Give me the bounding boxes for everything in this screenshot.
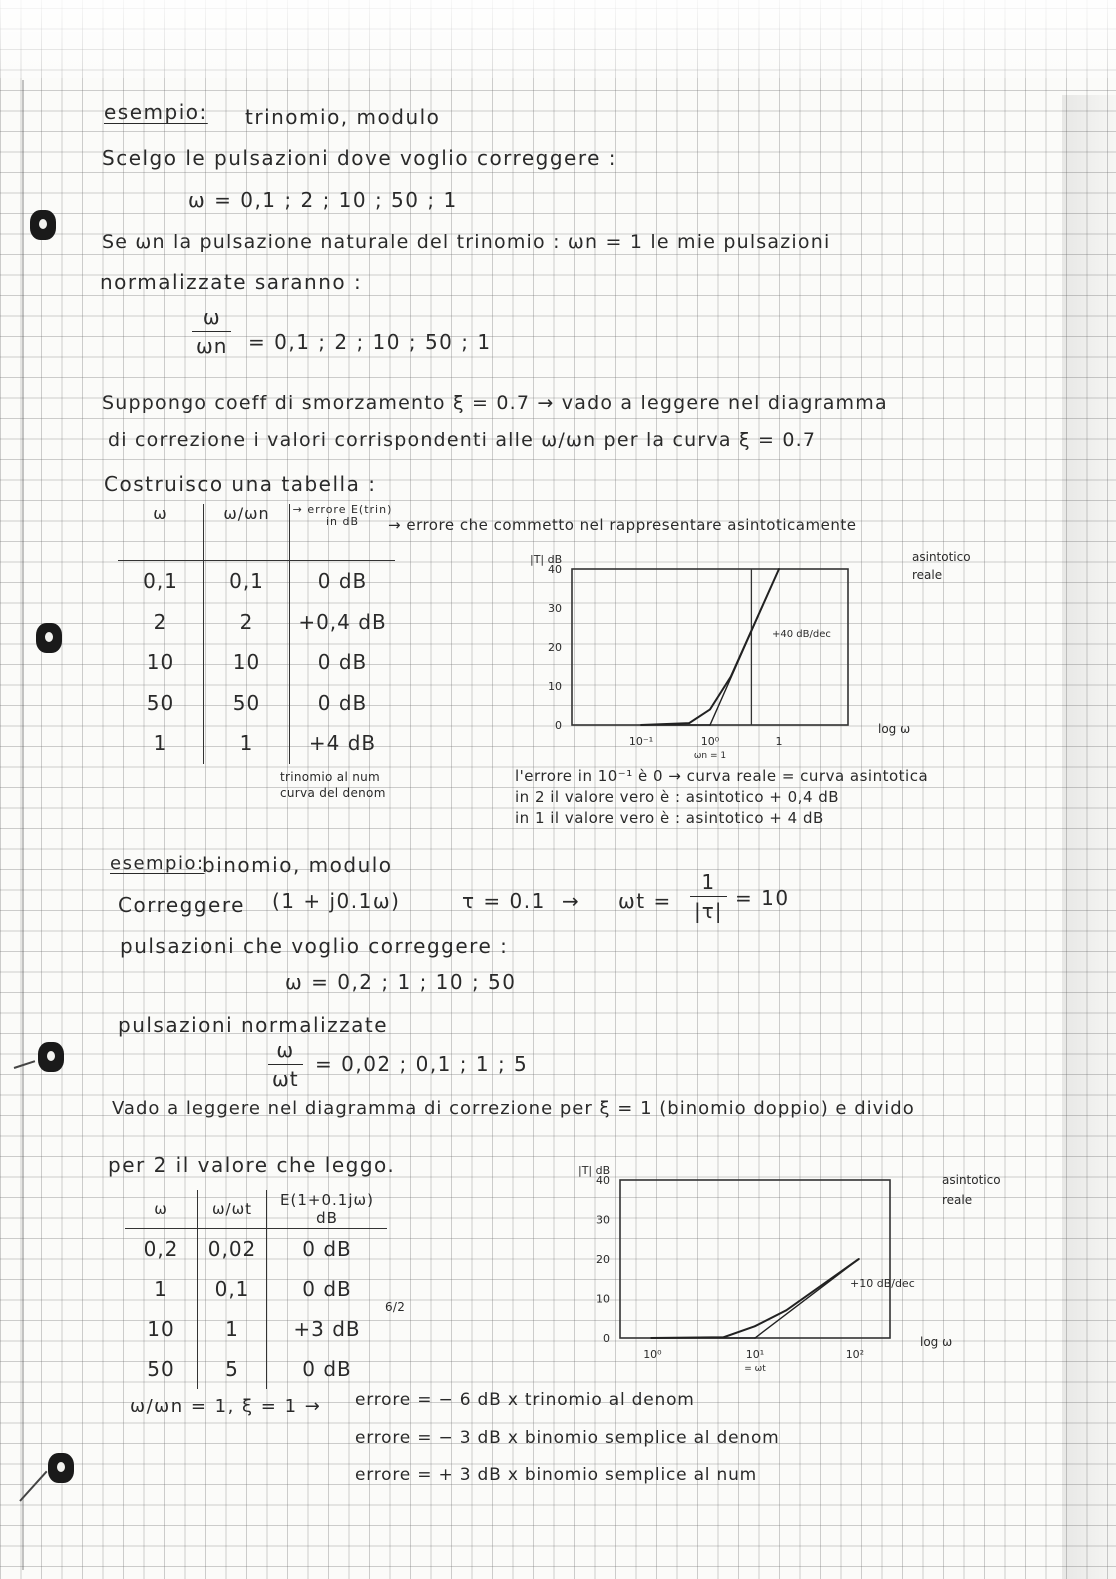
real-curve: [641, 569, 779, 725]
s2-table-cell: 0 dB: [302, 1237, 352, 1261]
plot-annotation: asintotico: [942, 1173, 1001, 1187]
s1-table-note: → errore che commetto nel rappresentare asintoticamente: [388, 516, 857, 534]
real-point: [858, 1258, 860, 1260]
y-tick-label: 0: [555, 719, 562, 732]
s1-table-cell: 50: [118, 683, 204, 724]
plot-annotation: reale: [942, 1193, 973, 1207]
s1-footnote: curva del denom: [280, 786, 386, 800]
s1-table-header-cell: ω/ωn: [204, 504, 290, 561]
x-tick-label: 10⁰: [700, 735, 720, 748]
s1-conclusion: in 2 il valore vero è : asintotico + 0,4 dB: [515, 788, 840, 806]
asymptotic-point: [709, 724, 711, 726]
plot-frame: [620, 1180, 890, 1338]
y-tick-label: 10: [596, 1292, 610, 1306]
y-tick-label: 30: [548, 602, 562, 615]
s1-line: Costruisco una tabella :: [104, 472, 377, 496]
s1-table-cell: +4 dB: [308, 731, 377, 756]
s2-line: →: [562, 889, 581, 913]
binder-ring-mark: [14, 1060, 36, 1069]
page-edge-shadow: [1062, 95, 1116, 1579]
s1-table-cell: 2: [204, 602, 290, 643]
s2-table-cell: 0,2: [125, 1229, 198, 1270]
plot-annotation: +40 dB/dec: [772, 629, 831, 640]
table-row: [118, 683, 395, 724]
table-row: [118, 561, 395, 602]
s2-footer-line: errore = − 6 dB x trinomio al denom: [355, 1390, 695, 1410]
real-point: [785, 1309, 787, 1311]
s1-line: Scelgo le pulsazioni dove voglio correggere :: [102, 146, 618, 170]
real-point: [778, 568, 780, 570]
y-axis-label: |T| dB: [578, 1164, 611, 1177]
s2-table-header-cell: ω: [125, 1190, 198, 1229]
real-point: [754, 1325, 756, 1327]
x-axis-label: log ω: [920, 1335, 953, 1349]
asymptotic-line: [641, 569, 779, 725]
table-row: [125, 1269, 387, 1309]
x-tick-label: 1: [775, 735, 783, 748]
section1-heading: esempio:: [104, 100, 208, 124]
s1-table-cell: 0,1: [204, 561, 290, 602]
s2-footer-line: errore = − 3 dB x binomio semplice al denom: [355, 1428, 780, 1448]
real-point: [709, 709, 711, 711]
section2-topic: binomio, modulo: [202, 853, 393, 877]
s2-table-header-cell: E(1+0.1jω) dB: [267, 1190, 388, 1229]
s2-line: ω = 0,2 ; 1 ; 10 ; 50: [285, 970, 517, 994]
s2-line: Vado a leggere nel diagramma di correzione per ξ = 1 (binomio doppio) e divido: [112, 1098, 915, 1119]
s2-table-cell: 5: [198, 1349, 267, 1389]
s2-line: (1 + j0.1ω): [272, 889, 401, 913]
s1-table-cell: 2: [118, 602, 204, 643]
frac-denominator: ωn: [196, 334, 228, 358]
frac-bar: [268, 1064, 303, 1065]
s2-bode-plot: [540, 1160, 1001, 1380]
s1-line: = 0,1 ; 2 ; 10 ; 50 ; 1: [248, 330, 492, 354]
s1-fraction: [192, 305, 231, 358]
s1-table-cell: 0,1: [118, 561, 204, 602]
s1-table-cell: 0 dB: [317, 690, 368, 715]
frac-numerator: ω: [202, 305, 221, 329]
s2-line: per 2 il valore che leggo.: [108, 1153, 396, 1177]
s2-table-cell: 1: [125, 1269, 198, 1309]
s2-correction-table: [125, 1190, 387, 1389]
y-tick-label: 40: [596, 1174, 610, 1187]
s2-table-header-cell: ω/ωt: [198, 1190, 267, 1229]
frac-bar: [690, 896, 727, 897]
y-axis-label: |T| dB: [530, 553, 563, 566]
s2-table-cell: 0 dB: [302, 1357, 352, 1381]
s1-table-header-cell: → errore E(trin) in dB: [290, 504, 396, 561]
s2-line: = 0,02 ; 0,1 ; 1 ; 5: [315, 1052, 529, 1076]
s1-line: Se ωn la pulsazione naturale del trinomio : ωn = 1 le mie pulsazioni: [102, 231, 831, 253]
s2-table-cell: +3 dB: [293, 1317, 361, 1341]
frac-denominator: ωt: [272, 1067, 299, 1091]
s1-line: di correzione i valori corrispondenti alle ω/ωn per la curva ξ = 0.7: [108, 429, 817, 451]
frac-denominator: |τ|: [694, 899, 723, 923]
x-axis-label: log ω: [878, 722, 911, 736]
section2-heading: esempio:: [110, 853, 205, 874]
s1-line: normalizzate saranno :: [100, 270, 363, 294]
s2-line: τ = 0.1: [462, 889, 546, 913]
s1-table-cell: 10: [204, 642, 290, 683]
binder-hole-2: [36, 623, 62, 653]
y-tick-label: 30: [596, 1213, 610, 1227]
s1-table-cell: 1: [118, 723, 204, 764]
binder-hole-1: [30, 210, 56, 240]
s1-table-cell: 0 dB: [317, 650, 368, 675]
table-row: [125, 1349, 387, 1389]
s2-table-cell: 1: [198, 1309, 267, 1349]
y-tick-label: 10: [548, 680, 562, 693]
s2-line: = 10: [735, 886, 790, 910]
s1-table-cell: 50: [204, 683, 290, 724]
asymptotic-point: [754, 1337, 756, 1339]
plot-annotation: reale: [912, 568, 943, 582]
s1-footnote: trinomio al num: [280, 770, 381, 784]
plot-annotation: +10 dB/dec: [850, 1277, 915, 1290]
page-top-blank: [0, 0, 1116, 78]
s1-conclusion: l'errore in 10⁻¹ è 0 → curva reale = curva asintotica: [515, 767, 929, 785]
y-tick-label: 0: [603, 1332, 610, 1345]
s2-table-cell: 10: [125, 1309, 198, 1349]
s2-line: pulsazioni normalizzate: [118, 1013, 389, 1037]
s1-correction-table: [118, 504, 395, 764]
binder-hole-3: [38, 1042, 64, 1072]
real-point: [650, 1337, 652, 1339]
s2-tau-fraction: [690, 870, 727, 923]
real-point: [730, 676, 732, 678]
s1-bode-plot: [500, 545, 1000, 775]
s1-table-cell: 0 dB: [317, 569, 368, 594]
s2-fraction: [268, 1038, 303, 1091]
s2-footer-line: ω/ωn = 1, ξ = 1 →: [130, 1396, 322, 1417]
s1-table-cell: +0,4 dB: [298, 609, 387, 634]
frac-numerator: ω: [276, 1038, 295, 1062]
section1-topic: trinomio, modulo: [245, 105, 441, 129]
s1-conclusion: in 1 il valore vero è : asintotico + 4 dB: [515, 809, 824, 827]
s1-table-header-cell: ω: [118, 504, 204, 561]
x-tick-label: 10⁰: [643, 1348, 662, 1361]
s2-line: Correggere: [118, 893, 245, 917]
table-row: [118, 642, 395, 683]
s2-table-cell: 50: [125, 1349, 198, 1389]
y-tick-label: 40: [548, 563, 562, 576]
binder-hole-4: [48, 1453, 74, 1483]
frac-numerator: 1: [701, 870, 716, 894]
s2-footer-line: errore = + 3 dB x binomio semplice al num: [355, 1465, 758, 1485]
s2-table-cell: 0,02: [198, 1229, 267, 1270]
notebook-margin-line: [22, 80, 24, 1570]
x-tick-label: 10¹: [745, 1348, 765, 1361]
s2-line: pulsazioni che voglio correggere :: [120, 934, 509, 958]
s1-line: ω = 0,1 ; 2 ; 10 ; 50 ; 1: [188, 188, 458, 212]
s2-table-cell: 0,1: [198, 1269, 267, 1309]
s2-line: ωt =: [618, 889, 672, 913]
table-row: [118, 602, 395, 643]
table-row: [125, 1229, 387, 1270]
x-tick-label: 10²: [845, 1348, 865, 1361]
s1-line: Suppongo coeff di smorzamento ξ = 0.7 → vado a leggere nel diagramma: [102, 392, 888, 414]
x-tick-sublabel: ωn = 1: [693, 751, 727, 761]
real-point: [640, 724, 642, 726]
x-tick-sublabel: = ωt: [744, 1364, 766, 1374]
frac-bar: [192, 331, 231, 332]
s1-table-cell: 1: [204, 723, 290, 764]
s2-table-cell: 0 dB: [302, 1277, 352, 1301]
x-tick-label: 10⁻¹: [628, 735, 654, 748]
table-row: [125, 1309, 387, 1349]
real-point: [723, 1336, 725, 1338]
plot-frame: [572, 569, 848, 725]
real-point: [688, 722, 690, 724]
plot-annotation: asintotico: [912, 550, 971, 564]
s2-table-side-note: 6/2: [385, 1300, 406, 1314]
table-row: [118, 723, 395, 764]
y-tick-label: 20: [596, 1253, 610, 1266]
y-tick-label: 20: [548, 641, 562, 654]
s1-table-cell: 10: [118, 642, 204, 683]
